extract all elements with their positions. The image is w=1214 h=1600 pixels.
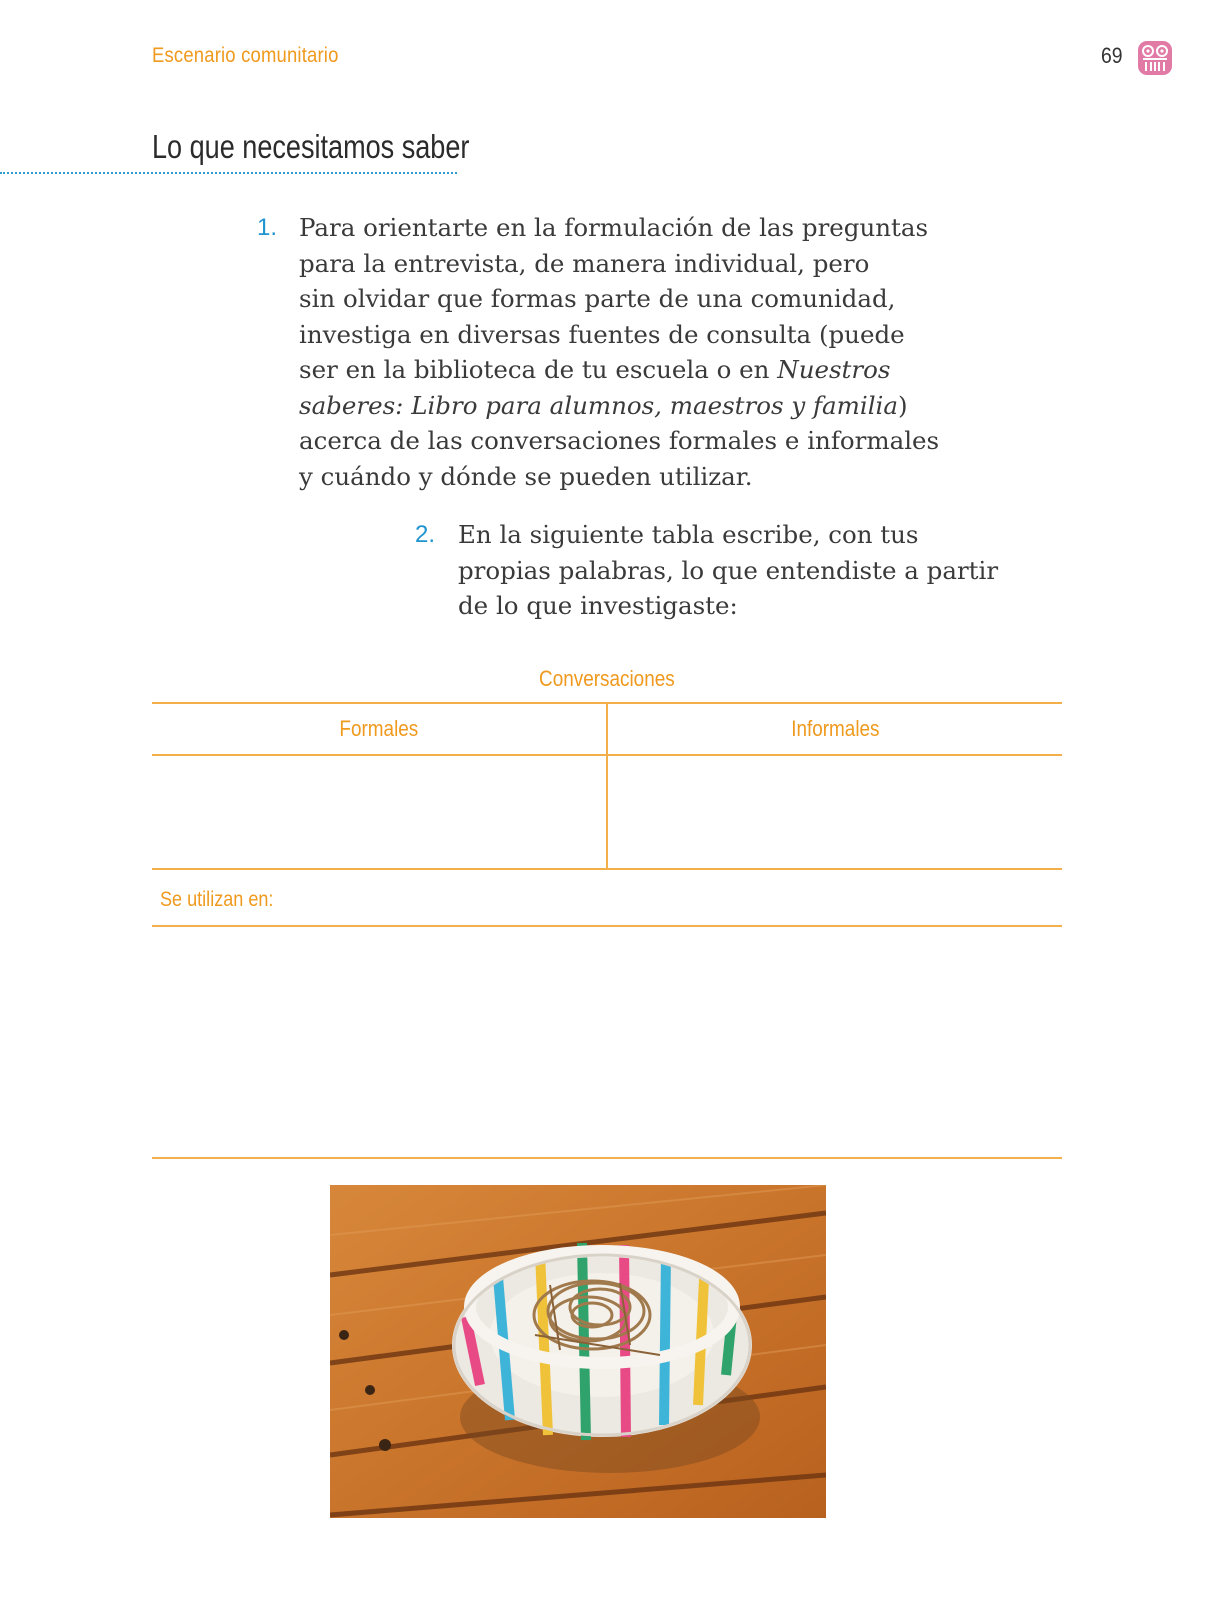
table-rule-body <box>152 868 1062 870</box>
title-divider <box>0 172 457 174</box>
table-column-divider <box>606 703 608 870</box>
cell-informales[interactable] <box>616 765 1056 865</box>
usage-label: Se utilizan en: <box>160 888 274 911</box>
page-number: 69 <box>1101 43 1123 68</box>
woven-basket-photo <box>330 1185 826 1518</box>
table-rule-bottom <box>152 1157 1062 1159</box>
column-header-informales: Informales <box>790 716 880 741</box>
table-rule-usage <box>152 925 1062 927</box>
usage-answer-area[interactable] <box>160 935 1055 1150</box>
section-title: Lo que necesitamos saber <box>152 128 470 165</box>
glyph-icon <box>1137 40 1173 76</box>
item-number: 1. <box>257 214 278 241</box>
item-text: Para orientarte en la formulación de las preguntas para la entrevista, de manera individual, pero sin olvidar que formas parte de una comunidad, investiga en diversas fuentes de consulta (puede ser en la biblioteca de tu escuela o en Nuestros saberes: Libro para alumnos, maestros y familia) acerca de las conversaciones formales e informales y cuándo y dónde se pueden utilizar. <box>299 213 940 491</box>
item-number: 2. <box>415 521 436 548</box>
cell-formales[interactable] <box>160 765 600 865</box>
column-header-formales: Formales <box>339 716 419 741</box>
item-text: En la siguiente tabla escribe, con tus propias palabras, lo que entendiste a partir de lo que investigaste: <box>458 520 999 620</box>
section-label: Escenario comunitario <box>152 44 339 67</box>
table-caption: Conversaciones <box>539 666 675 691</box>
